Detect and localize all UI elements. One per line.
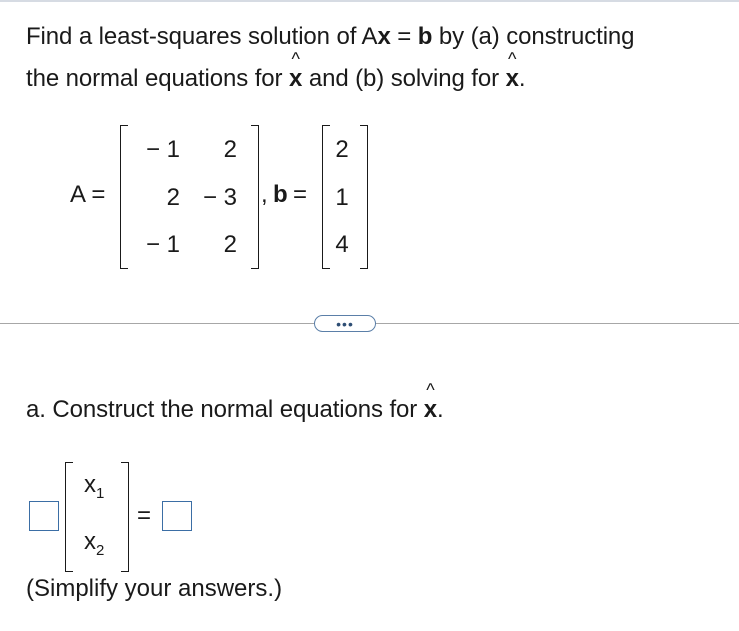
part-a-text: a. Construct the normal equations for <box>26 396 424 423</box>
x2-variable: $x_2$ <box>84 528 105 559</box>
question-line-2: the normal equations for ^ x and (b) solving for ^ x. <box>26 49 526 92</box>
simplify-hint: (Simplify your answers.) <box>26 575 283 602</box>
hat-accent: ^ <box>426 380 435 400</box>
question-line-1 <box>26 22 634 52</box>
hat-accent: ^ <box>291 49 300 69</box>
xvec-right-bracket <box>121 462 129 572</box>
matrix-a-cell-1-1: − 1 <box>145 136 180 163</box>
question-bold-x: x <box>377 23 391 50</box>
question-text-1b: by (a) constructing <box>432 23 635 50</box>
question-equals: = <box>390 23 418 50</box>
top-border <box>0 0 739 2</box>
x-hat-symbol-2: ^ x <box>505 49 519 92</box>
matrix-a-left-bracket <box>120 125 128 269</box>
matrix-a-cell-3-1: − 1 <box>145 231 180 258</box>
show-more-button[interactable]: ••• <box>314 315 376 332</box>
x-hat-symbol: ^ x <box>289 49 303 92</box>
vector-b-right-bracket <box>360 125 368 269</box>
vector-b-cell-3: 4 <box>335 231 349 258</box>
matrix-a-cell-1-2: 2 <box>223 136 237 163</box>
comma-separator: , <box>261 181 268 208</box>
question-bold-b: b <box>417 23 433 50</box>
x-hat-symbol-3: ^ x <box>423 380 437 423</box>
answer-box-rhs[interactable] <box>162 501 192 531</box>
vector-b-equals: = <box>293 181 308 208</box>
answer-box-matrix[interactable] <box>29 501 59 531</box>
vector-b-cell-2: 1 <box>335 184 349 211</box>
question-text-2a: the normal equations for <box>26 65 289 92</box>
matrix-a-label: A = <box>70 181 106 208</box>
x1-variable: $x_1$ <box>84 471 105 502</box>
vector-b-cell-1: 2 <box>335 136 349 163</box>
matrix-a-cell-2-2: − 3 <box>202 184 237 211</box>
matrix-a-cell-2-1: 2 <box>166 184 180 211</box>
question-text-2b: and (b) solving for <box>302 65 506 92</box>
question-text-1a: Find a least-squares solution of A <box>26 23 378 50</box>
part-a-prompt: a. Construct the normal equations for ^ x. <box>26 380 444 423</box>
equals-sign: = <box>137 502 152 529</box>
hat-accent: ^ <box>508 49 517 69</box>
vector-b-label: b <box>273 181 288 208</box>
xvec-left-bracket <box>65 462 73 572</box>
matrix-a-right-bracket <box>251 125 259 269</box>
matrix-a-cell-3-2: 2 <box>223 231 237 258</box>
